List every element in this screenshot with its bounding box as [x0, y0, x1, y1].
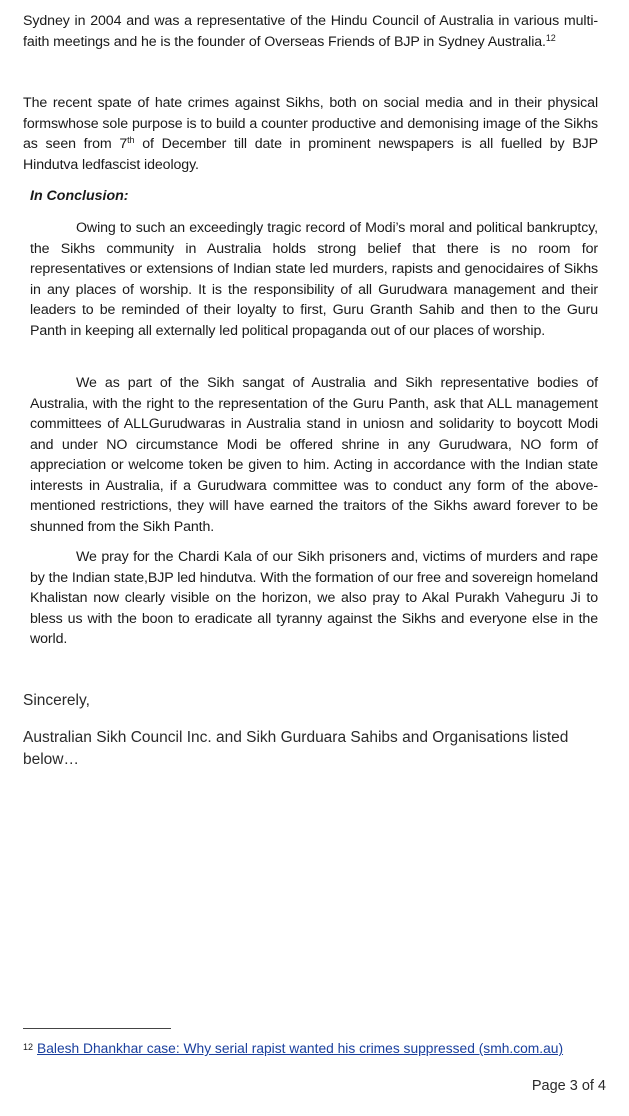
paragraph-hate-crimes [23, 93, 598, 175]
paragraph-conclusion-1: Owing to such an exceedingly tragic record of Modi’s moral and political bankruptcy, the Sikhs community in Australia holds strong belief that there is no room for representatives or extensions of Indian state led murders, rapists and genocidaires of Sikhs in any places of worship. It is the responsibility of all Gurudwara management and their leaders to be reminded of their loyalty to first, Guru Granth Sahib and then to the Guru Panth in keeping all externally led political propaganda out of our places of worship. [30, 220, 598, 339]
paragraph-hate-crimes-text-start: The recent spate of hate crimes against Sikhs, both on social media and in their physical formswhose sole purpose is to build a counter productive and demonising image of the Sikhs as seen from 7 [23, 95, 598, 152]
paragraph-conclusion-3: We pray for the Chardi Kala of our Sikh prisoners and, victims of murders and rape by the Indian state,BJP led hindutva. With the formation of our free and sovereign homeland Khalistan now clearly visible on the horizon, we also pray to Akal Purakh Vaheguru Ji to bless us with the boon to eradicate all tyranny against the Sikhs and everyone else in the world. [30, 549, 598, 647]
footnote-link[interactable]: Balesh Dhankhar case: Why serial rapist wanted his crimes suppressed (smh.com.au) [37, 1041, 564, 1056]
paragraph-continuation [23, 11, 598, 52]
footnote-number: 12 [23, 1042, 34, 1052]
page-number: Page 3 of 4 [531, 1078, 606, 1094]
closing-salutation: Sincerely, [23, 692, 90, 709]
signature-line: Australian Sikh Council Inc. and Sikh Gurduara Sahibs and Organisations listed below… [23, 729, 569, 768]
paragraph-conclusion-2: We as part of the Sikh sangat of Australia and Sikh representative bodies of Australia, with the right to the representation of the Guru Panth, ask that ALL management committees of ALLGurudwaras in Australia stand in uniosn and solidarity to boycott Modi and under NO circumstance Modi be offered shrine in any Gurudwara, NO form of appreciation or welcome token be given to him. Acting in accordance with the Indian state interests in Australia, if a Gurudwara committee was to conduct any form of the above-mentioned restrictions, they will have earned the traitors of the Sikhs award forever to be shunned from the Sikh Panth. [30, 375, 598, 535]
paragraph-continuation-text: Sydney in 2004 and was a representative of the Hindu Council of Australia in various multi-faith meetings and he is the founder of Overseas Friends of BJP in Sydney Australia. [23, 13, 598, 50]
conclusion-heading: In Conclusion: [30, 188, 129, 204]
footnote [23, 1038, 563, 1058]
ordinal-superscript: th [127, 135, 135, 145]
footnote-separator [23, 1028, 171, 1029]
paragraph-hate-crimes-text-end: of December till date in prominent newspapers is all fuelled by BJP Hindutva ledfascist ideology. [23, 136, 598, 173]
footnote-reference[interactable]: 12 [545, 32, 556, 43]
